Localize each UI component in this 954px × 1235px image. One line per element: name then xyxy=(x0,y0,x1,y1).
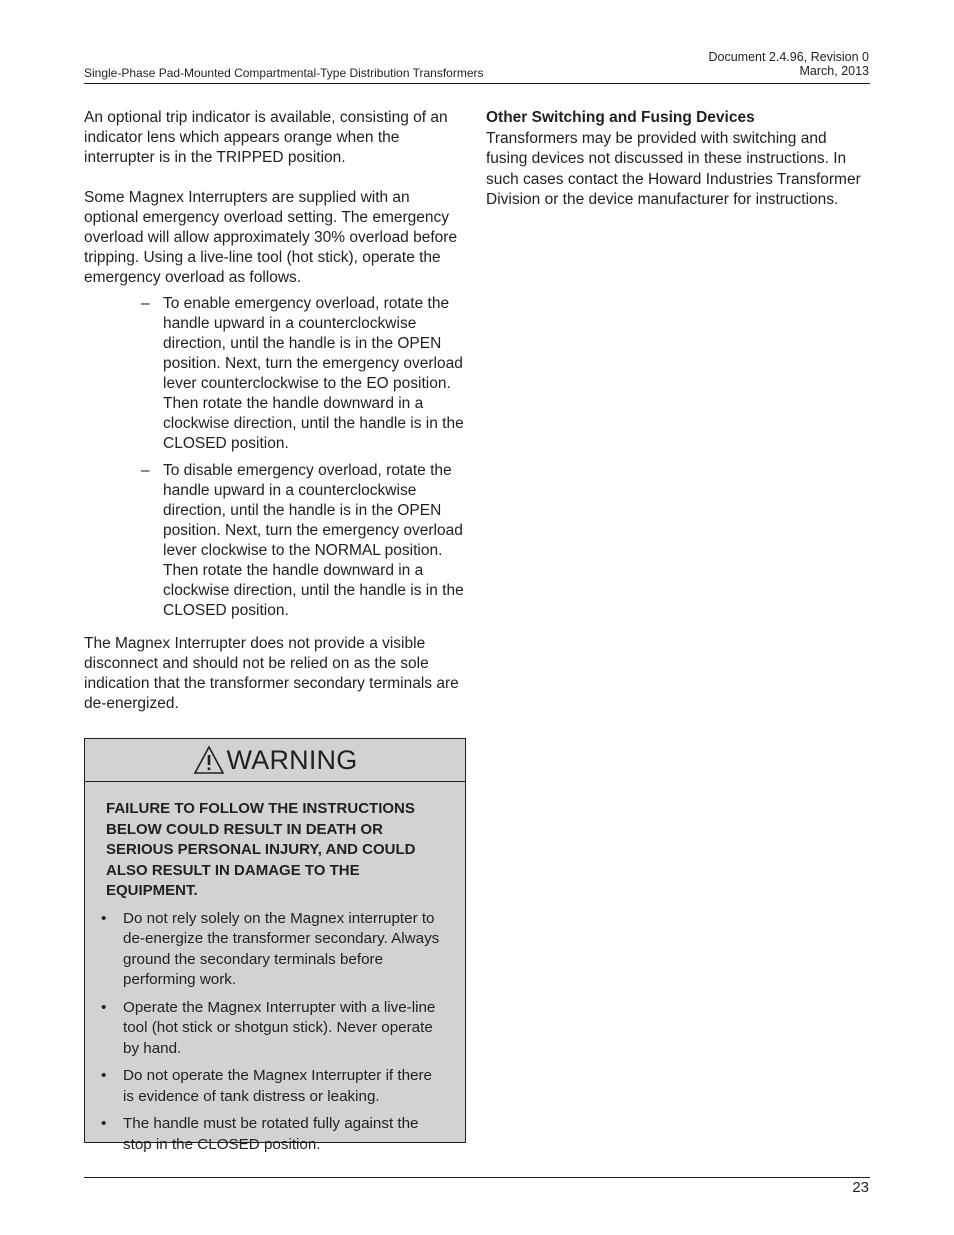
visible-disconnect-paragraph: The Magnex Interrupter does not provide a visible disconnect and should not be relied on as the sole indication that the transformer secondary terminals are de-energized. xyxy=(84,635,459,712)
bullet-marker: • xyxy=(101,909,107,927)
dash-marker: – xyxy=(141,295,150,312)
warning-lead: FAILURE TO FOLLOW THE INSTRUCTIONS BELOW COULD RESULT IN DEATH OR SERIOUS PERSONAL INJURY, AND COULD ALSO RESULT IN DAMAGE TO THE EQUIPMENT. xyxy=(106,800,416,899)
document-title: Single-Phase Pad-Mounted Compartmental-Type Distribution Transformers xyxy=(84,66,484,80)
bullet-text: The handle must be rotated fully against the stop in the CLOSED position. xyxy=(123,1115,419,1153)
bullet-marker: • xyxy=(101,1067,107,1084)
bullet-text: Operate the Magnex Interrupter with a live-line tool (hot stick or shotgun stick). Never operate by hand. xyxy=(123,998,436,1057)
bullet-text: Do not operate the Magnex Interrupter if there is evidence of tank distress or leaking. xyxy=(123,1067,432,1105)
step-text: To disable emergency overload, rotate the handle upward in a counterclockwise direction, until the handle is in the OPEN position. Next, turn the emergency overload lever clockwise to the NORMAL position. Then rotate the handle downward in a clockwise direction, until the handle is in the CLOSED position. xyxy=(163,462,464,619)
emergency-overload-steps xyxy=(84,294,468,621)
list-item xyxy=(101,1066,445,1107)
list-item xyxy=(101,998,445,1060)
step-enable-overload xyxy=(84,294,468,454)
warning-title: WARNING xyxy=(226,744,358,775)
trip-indicator-paragraph: An optional trip indicator is available, consisting of an indicator lens which appears orange when the interrupter is in the TRIPPED position. xyxy=(84,109,448,166)
warning-header xyxy=(85,739,465,782)
step-disable-overload xyxy=(84,461,468,621)
document-date: March, 2013 xyxy=(799,64,869,78)
switching-devices-paragraph: Transformers may be provided with switching and fusing devices not discussed in these instructions. In such cases contact the Howard Industries Transformer Division or the device manufacturer for instructions. xyxy=(486,129,861,208)
step-text: To enable emergency overload, rotate the handle upward in a counterclockwise direction, until the handle is in the OPEN position. Next, turn the emergency overload lever counterclockwise to the EO position. Then rotate the handle downward in a clockwise direction, until the handle is in the CLOSED position. xyxy=(163,295,464,452)
footer-divider xyxy=(84,1177,870,1178)
page-number: 23 xyxy=(852,1179,869,1196)
bullet-marker: • xyxy=(101,998,107,1016)
right-column xyxy=(486,108,872,211)
left-column xyxy=(84,108,468,714)
list-item xyxy=(101,909,445,991)
list-item xyxy=(101,1114,445,1155)
bullet-text: Do not rely solely on the Magnex interrupter to de-energize the transformer secondary. Always ground the secondary terminals before performing work. xyxy=(123,909,440,988)
warning-box xyxy=(84,738,466,1153)
section-heading: Other Switching and Fusing Devices xyxy=(486,109,755,126)
warning-triangle-icon xyxy=(193,745,225,775)
header-divider xyxy=(84,83,870,84)
warning-bullets xyxy=(101,909,445,1156)
emergency-overload-paragraph: Some Magnex Interrupters are supplied with an optional emergency overload setting. The emergency overload will allow approximately 30% overload before tripping. Using a live-line tool (hot stick), operate the emergency overload as follows. xyxy=(84,189,458,286)
dash-marker: – xyxy=(141,462,150,479)
document-info xyxy=(708,50,869,78)
bullet-marker: • xyxy=(101,1115,107,1132)
warning-body xyxy=(85,782,465,1155)
document-revision: Document 2.4.96, Revision 0 xyxy=(708,50,869,64)
